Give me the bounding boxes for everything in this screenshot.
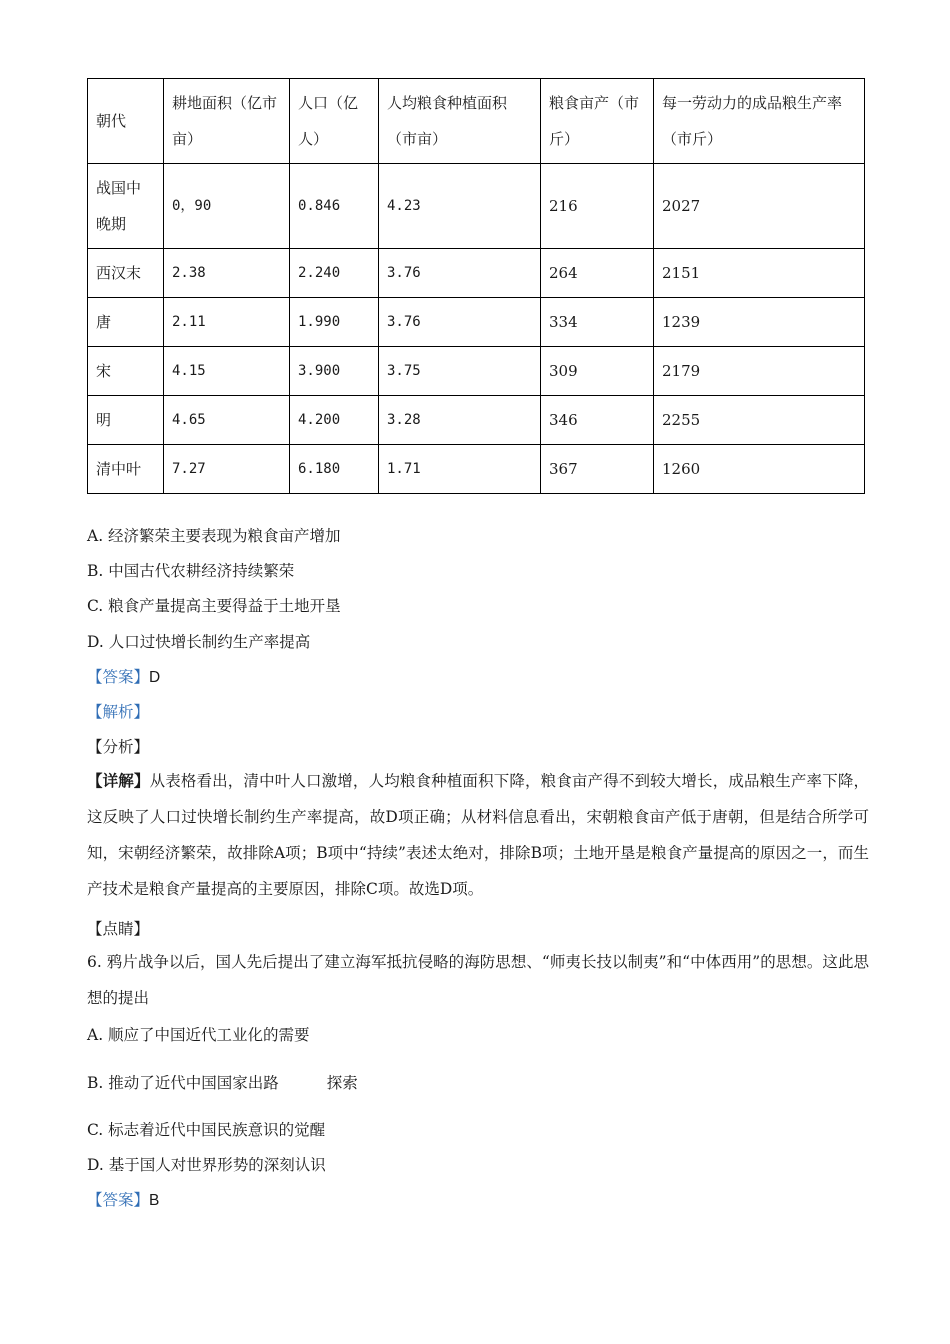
table-header-cell: 粮食亩产（市斤） [541, 79, 654, 164]
q6-option-a: A. 顺应了中国近代工业化的需要 [87, 1026, 310, 1044]
table-cell: 309 [541, 347, 654, 396]
q5-fenxi-tag: 【分析】 [87, 738, 150, 756]
detail-text: 从表格看出，清中叶人口激增，人均粮食种植面积下降，粮食亩产得不到较大增长，成品粮生产率下降，这反映了人口过快增长制约生产率提高，故D项正确；从材料信息看出，宋朝粮食亩产低于唐朝，但是结合所学可知，宋朝经济繁荣，故排除A项；B项中“持续”表述太绝对，排除B项；土地开垦是粮食产量提高的原因之一，而生产技术是粮食产量提高的主要原因，排除C项。故选D项。 [87, 772, 869, 898]
q6-option-d: D. 基于国人对世界形势的深刻认识 [87, 1156, 326, 1174]
table-cell: 2027 [654, 164, 865, 249]
table-cell: 334 [541, 298, 654, 347]
table-cell: 1.990 [290, 298, 379, 347]
table-row [88, 396, 865, 445]
table-row [88, 249, 865, 298]
q6-answer [87, 1188, 159, 1210]
q6-option-b [87, 1071, 358, 1093]
answer-value: B [149, 1192, 160, 1209]
table-cell: 2.11 [164, 298, 290, 347]
table-cell: 1.71 [379, 445, 541, 494]
q6-stem: 6. 鸦片战争以后，国人先后提出了建立海军抵抗侵略的海防思想、“师夷长技以制夷”和“中体西用”的思想。这此思想的提出 [87, 953, 869, 1007]
answer-tag: 【答案】 [87, 1191, 150, 1209]
table-cell: 2179 [654, 347, 865, 396]
table-cell: 3.76 [379, 249, 541, 298]
q6-option-b-right: 探索 [326, 1074, 358, 1092]
table-cell: 明 [88, 396, 164, 445]
table-cell: 0，90 [164, 164, 290, 249]
table-cell: 3.28 [379, 396, 541, 445]
table-cell: 2151 [654, 249, 865, 298]
table-cell: 264 [541, 249, 654, 298]
q5-option-d: D. 人口过快增长制约生产率提高 [87, 633, 311, 651]
table-header-cell: 人口（亿人） [290, 79, 379, 164]
q5-dianjing-tag: 【点睛】 [87, 920, 150, 938]
table-cell: 西汉末 [88, 249, 164, 298]
table-row [88, 347, 865, 396]
detail-tag: 【详解】 [87, 771, 150, 790]
table-header-cell: 人均粮食种植面积（市亩） [379, 79, 541, 164]
table-cell: 2.38 [164, 249, 290, 298]
table-cell: 2255 [654, 396, 865, 445]
table-row [88, 298, 865, 347]
table-cell: 1239 [654, 298, 865, 347]
table-cell: 战国中晚期 [88, 164, 164, 249]
table-cell: 4.23 [379, 164, 541, 249]
table-cell: 清中叶 [88, 445, 164, 494]
table-cell: 1260 [654, 445, 865, 494]
answer-value: D [149, 669, 161, 686]
q5-answer [87, 665, 160, 687]
table-row [88, 164, 865, 249]
table-cell: 4.65 [164, 396, 290, 445]
answer-tag: 【答案】 [87, 668, 150, 686]
q6-option-c: C. 标志着近代中国民族意识的觉醒 [87, 1121, 326, 1139]
q5-option-c: C. 粮食产量提高主要得益于土地开垦 [87, 597, 341, 615]
table-header-cell: 每一劳动力的成品粮生产率（市斤） [654, 79, 865, 164]
table-row [88, 445, 865, 494]
table-cell: 2.240 [290, 249, 379, 298]
q5-option-a: A. 经济繁荣主要表现为粮食亩产增加 [87, 527, 341, 545]
table-cell: 6.180 [290, 445, 379, 494]
table-cell: 宋 [88, 347, 164, 396]
table-cell: 0.846 [290, 164, 379, 249]
q5-analysis-tag: 【解析】 [87, 703, 150, 721]
table-cell: 3.900 [290, 347, 379, 396]
table-cell: 4.15 [164, 347, 290, 396]
table-cell: 唐 [88, 298, 164, 347]
table-cell: 216 [541, 164, 654, 249]
table-header-cell: 朝代 [88, 79, 164, 164]
q6-option-b-left: B. 推动了近代中国国家出路 [87, 1074, 279, 1092]
grain-data-table [87, 78, 865, 494]
table-cell: 7.27 [164, 445, 290, 494]
table-cell: 3.75 [379, 347, 541, 396]
table-header-cell: 耕地面积（亿市亩） [164, 79, 290, 164]
q5-detail [87, 763, 869, 907]
table-cell: 3.76 [379, 298, 541, 347]
table-cell: 346 [541, 396, 654, 445]
table-header-row [88, 79, 865, 164]
table-cell: 4.200 [290, 396, 379, 445]
table-cell: 367 [541, 445, 654, 494]
q5-option-b: B. 中国古代农耕经济持续繁荣 [87, 562, 295, 580]
